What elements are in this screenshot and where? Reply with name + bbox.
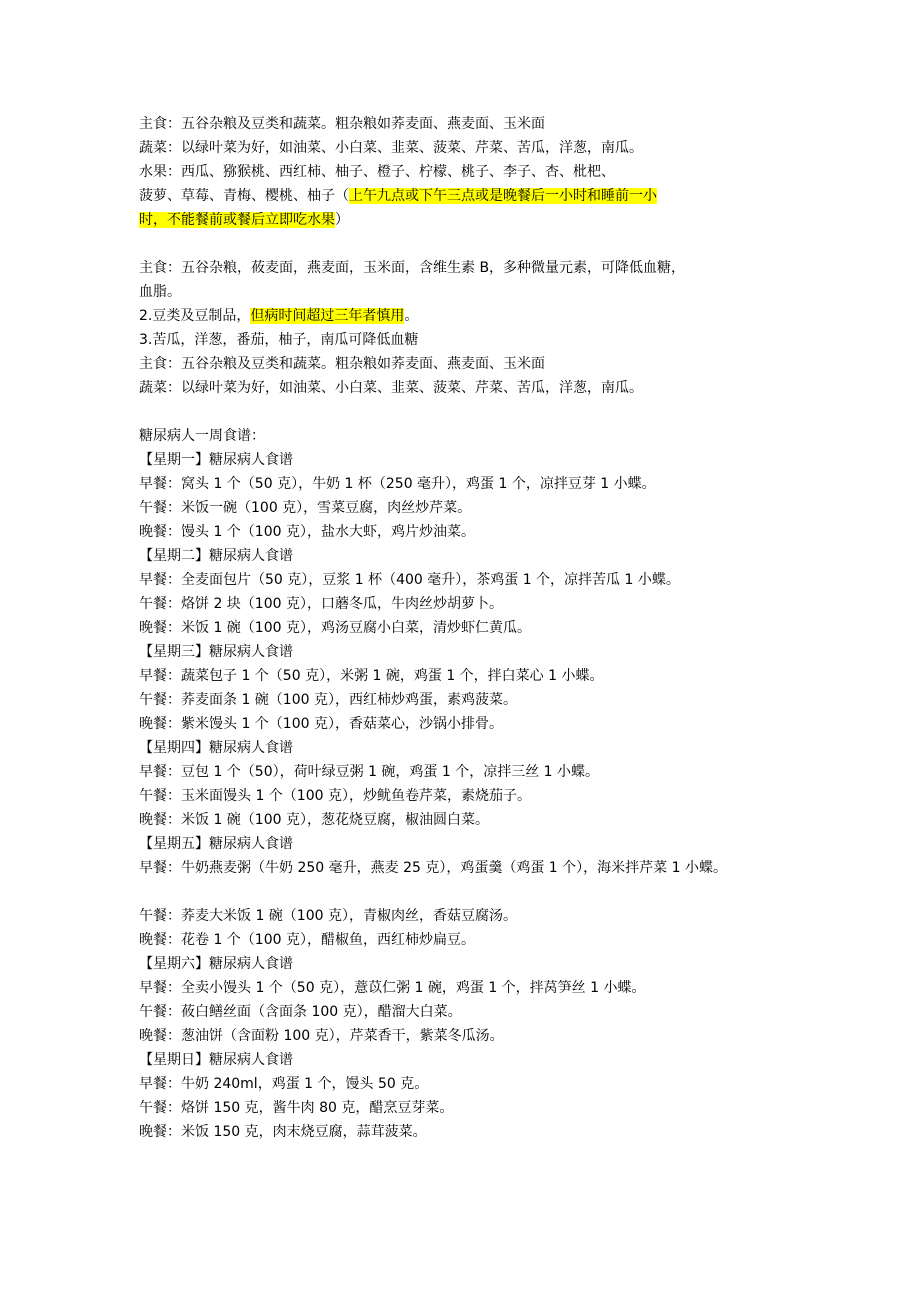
blank-line [139,880,909,904]
tuesday-lunch: 午餐：烙饼 2 块（100 克），口蘑冬瓜，牛肉丝炒胡萝卜。 [139,596,503,612]
staple-food-repeat-line: 主食：五谷杂粮及豆类和蔬菜。粗杂粮如荞麦面、燕麦面、玉米面 [139,356,545,372]
thursday-dinner: 晚餐：米饭 1 碗（100 克），葱花烧豆腐，椒油圆白菜。 [139,812,489,828]
vegetable-line: 蔬菜：以绿叶菜为好，如油菜、小白菜、韭菜、菠菜、芹菜、苦瓜，洋葱，南瓜。 [139,140,643,156]
sunday-breakfast: 早餐：牛奶 240ml，鸡蛋 1 个，馒头 50 克。 [139,1076,429,1092]
fruit-line: 水果：西瓜、猕猴桃、西红柿、柚子、橙子、柠檬、桃子、李子、杏、枇杷、 [139,164,615,180]
thursday-lunch: 午餐：玉米面馒头 1 个（100 克），炒鱿鱼卷芹菜，素烧茄子。 [139,788,531,804]
fruit-line-continued [139,184,909,208]
wednesday-dinner: 晚餐：紫米馒头 1 个（100 克），香菇菜心，沙锅小排骨。 [139,716,503,732]
sunday-title: 【星期日】糖尿病人食谱 [139,1052,293,1068]
beans-text: 2.豆类及豆制品， [139,308,251,324]
blank-line [139,400,909,424]
friday-lunch: 午餐：荞麦大米饭 1 碗（100 克），青椒肉丝，香菇豆腐汤。 [139,908,517,924]
thursday-breakfast: 早餐：豆包 1 个（50），荷叶绿豆粥 1 碗，鸡蛋 1 个，凉拌三丝 1 小蝶。 [139,764,600,780]
monday-breakfast: 早餐：窝头 1 个（50 克），牛奶 1 杯（250 毫升），鸡蛋 1 个，凉拌豆芽 1 小蝶。 [139,476,656,492]
saturday-lunch: 午餐：莜白鳝丝面（含面条 100 克），醋溜大白菜。 [139,1004,462,1020]
bitter-melon-line: 3.苦瓜，洋葱，番茄，柚子，南瓜可降低血糖 [139,332,419,348]
fruit-timing-highlight-continued: 时，不能餐前或餐后立即吃水果 [139,212,335,228]
tuesday-dinner: 晚餐：米饭 1 碗（100 克），鸡汤豆腐小白菜，清炒虾仁黄瓜。 [139,620,531,636]
document-page [139,112,909,1144]
wednesday-lunch: 午餐：荞麦面条 1 碗（100 克），西红柿炒鸡蛋，素鸡菠菜。 [139,692,517,708]
monday-dinner: 晚餐：馒头 1 个（100 克），盐水大虾，鸡片炒油菜。 [139,524,475,540]
weekly-menu-heading: 糖尿病人一周食谱： [139,428,265,444]
tuesday-title: 【星期二】糖尿病人食谱 [139,548,293,564]
vegetable-repeat-line: 蔬菜：以绿叶菜为好，如油菜、小白菜、韭菜、菠菜、芹菜、苦瓜，洋葱，南瓜。 [139,380,643,396]
beans-line [139,304,909,328]
saturday-dinner: 晚餐：葱油饼（含面粉 100 克），芹菜香干，紫菜冬瓜汤。 [139,1028,504,1044]
saturday-title: 【星期六】糖尿病人食谱 [139,956,293,972]
fruit-timing-highlight: 上午九点或下午三点或是晚餐后一小时和睡前一小 [349,188,657,204]
staple-food-line: 主食：五谷杂粮及豆类和蔬菜。粗杂粮如荞麦面、燕麦面、玉米面 [139,116,545,132]
staple-food-nutrition-line: 主食：五谷杂粮，莜麦面，燕麦面，玉米面，含维生素 B，多种微量元素，可降低血糖， [139,260,686,276]
fruit-timing-close: ） [335,212,349,228]
blank-line [139,232,909,256]
saturday-breakfast: 早餐：全卖小馒头 1 个（50 克），薏苡仁粥 1 碗，鸡蛋 1 个，拌莴笋丝 1 小蝶。 [139,980,646,996]
monday-title: 【星期一】糖尿病人食谱 [139,452,293,468]
wednesday-breakfast: 早餐：蔬菜包子 1 个（50 克），米粥 1 碗，鸡蛋 1 个，拌白菜心 1 小蝶。 [139,668,604,684]
thursday-title: 【星期四】糖尿病人食谱 [139,740,293,756]
wednesday-title: 【星期三】糖尿病人食谱 [139,644,293,660]
friday-breakfast: 早餐：牛奶燕麦粥（牛奶 250 毫升，燕麦 25 克），鸡蛋羹（鸡蛋 1 个），海米拌芹菜 1 小蝶。 [139,860,727,876]
friday-title: 【星期五】糖尿病人食谱 [139,836,293,852]
sunday-lunch: 午餐：烙饼 150 克，酱牛肉 80 克，醋烹豆芽菜。 [139,1100,454,1116]
friday-dinner: 晚餐：花卷 1 个（100 克），醋椒鱼，西红柿炒扁豆。 [139,932,475,948]
beans-caution-highlight: 但病时间超过三年者慎用 [250,308,405,324]
fruit-list-text: 菠萝、草莓、青梅、樱桃、柚子（ [139,188,349,204]
monday-lunch: 午餐：米饭一碗（100 克），雪菜豆腐，肉丝炒芹菜。 [139,500,472,516]
tuesday-breakfast: 早餐：全麦面包片（50 克），豆浆 1 杯（400 毫升），茶鸡蛋 1 个，凉拌苦瓜 1 小蝶。 [139,572,680,588]
beans-period: 。 [404,308,419,324]
staple-food-nutrition-line-continued: 血脂。 [139,284,181,300]
sunday-dinner: 晚餐：米饭 150 克，肉末烧豆腐，蒜茸菠菜。 [139,1124,427,1140]
fruit-timing-line [139,208,909,232]
